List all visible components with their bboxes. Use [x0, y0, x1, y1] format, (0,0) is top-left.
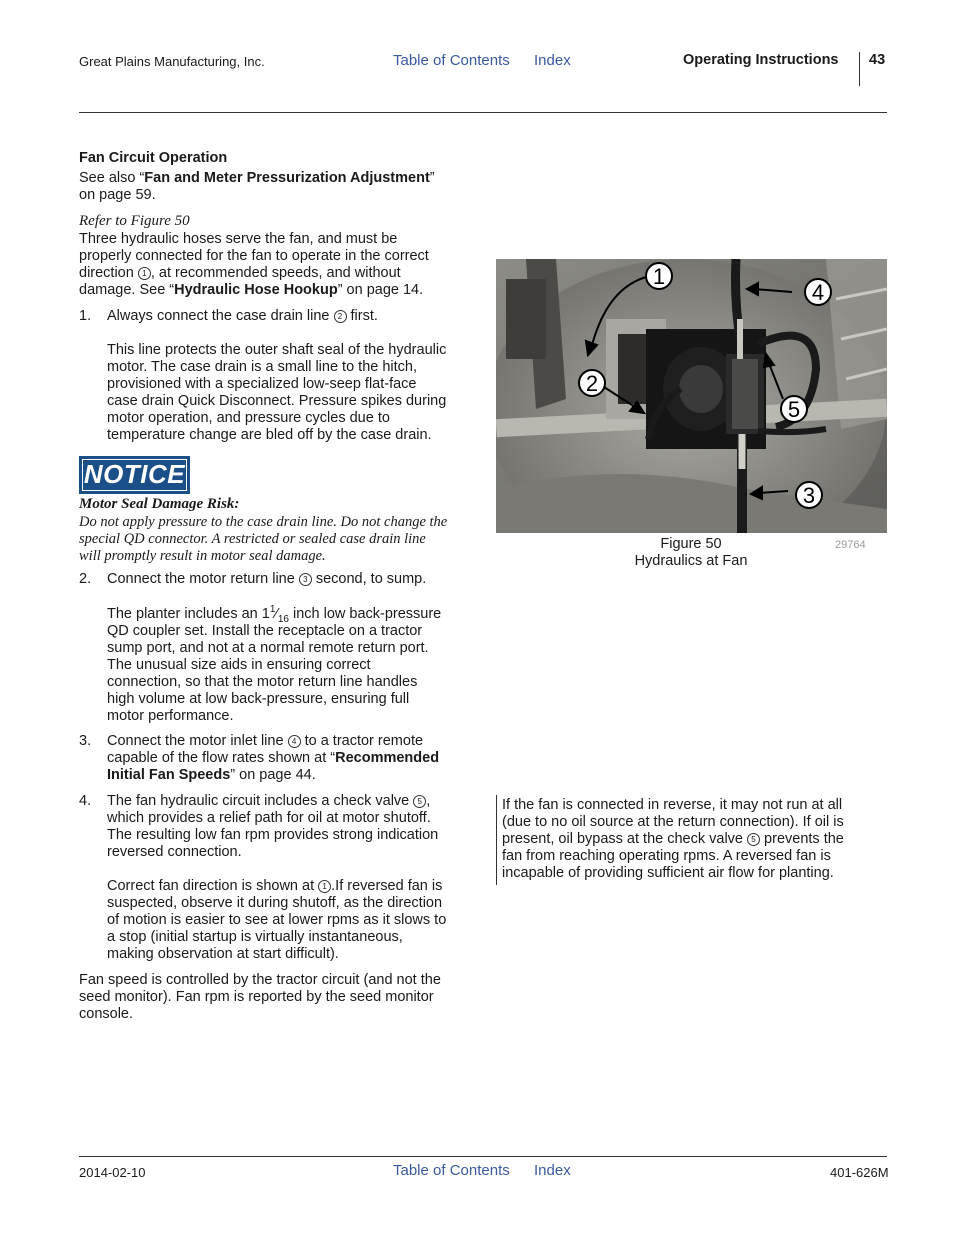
callout-ref-1b: 1 — [318, 880, 331, 893]
header-company: Great Plains Manufacturing, Inc. — [79, 54, 265, 69]
header-divider — [859, 52, 860, 86]
header-index-link[interactable]: Index — [534, 52, 571, 69]
notice-body: Do not apply pressure to the case drain line. Do not change the special QD connector. A restricted or sealed case drain line will promptly result in motor seal damage. — [79, 514, 448, 564]
hydraulics-illustration — [496, 259, 887, 533]
notice-label: NOTICE — [79, 456, 190, 494]
callout-3: 3 — [802, 483, 816, 508]
page-number: 43 — [869, 52, 886, 68]
callout-1: 1 — [652, 264, 666, 289]
footer-toc-link[interactable]: Table of Contents — [393, 1162, 510, 1179]
refer-to-figure: Refer to Figure 50 — [79, 213, 190, 229]
footer-doc-number: 401-626M — [830, 1165, 889, 1180]
callout-5: 5 — [787, 397, 801, 422]
step-3: 3. Connect the motor inlet line 4 to a tractor remote capable of the flow rates shown at “Recommended Initial Fan Speeds” on page 44. — [79, 733, 440, 783]
see-also-page: on page 59. — [79, 187, 156, 203]
header-toc-link[interactable]: Table of Contents — [393, 52, 510, 69]
image-id: 29764 — [835, 539, 866, 551]
callout-4: 4 — [811, 280, 825, 305]
reverse-note: If the fan is connected in reverse, it may not run at all (due to no oil source at the return connection). If oil is present, oil bypass at the check valve 5 prevents the fan from reaching operating rpms. A reversed fan is incapable of providing sufficient air flow for planting. — [502, 797, 844, 881]
step-1: 1. Always connect the case drain line 2 first. This line protects the outer shaft seal of the hydraulic motor. The case drain is a small line to the hitch, provisioned with a specialized low-seep flat-face case drain Quick Disconnect. Pressure spikes during motor operation, and pressure cycles due to temperature change are bled off by the case drain. — [79, 308, 447, 443]
intro-paragraph: Three hydraulic hoses serve the fan, and must be properly connected for the fan to operate in the correct direction 1 , at recommended speeds, and without damage. See “Hydraulic Hose Hookup” on page 14. — [79, 231, 429, 298]
footer-rule — [79, 1156, 887, 1157]
hydraulics-photo — [496, 259, 887, 533]
figure-number: Figure 50 — [660, 536, 722, 552]
change-bar — [496, 795, 497, 885]
closing-paragraph: Fan speed is controlled by the tractor circuit (and not the seed monitor). Fan rpm is reported by the seed monitor console. — [79, 972, 441, 1022]
footer-index-link[interactable]: Index — [534, 1162, 571, 1179]
header-section-title: Operating Instructions — [683, 52, 839, 68]
notice-title: Motor Seal Damage Risk: — [79, 496, 240, 512]
see-also-link-text: Fan and Meter Pressurization Adjustment — [144, 170, 430, 186]
step-4: 4. The fan hydraulic circuit includes a check valve 5 , which provides a relief path for oil at motor shutoff. The resulting low fan rpm provides strong indication reversed connection. Correct fan direction is shown at 1 .If reversed fan is suspected, observe it during shutoff, as the direction of motion is easier to see at lower rpms as it slows to a stop (initial startup is virtually instantaneous, making observation at start difficult). — [79, 793, 447, 962]
callout-ref-3: 3 — [299, 573, 312, 586]
callout-ref-5b: 5 — [747, 833, 760, 846]
left-column — [79, 150, 467, 204]
footer-date: 2014-02-10 — [79, 1165, 146, 1180]
callout-2: 2 — [585, 371, 599, 396]
step-2: 2. Connect the motor return line 3 second, to sump. The planter includes an $1^1⁄_{16}$ inch low back-pressure QD coupler set. Install the receptacle on a tractor sump port, and not at a normal remote return port. The unusual size aids in ensuring correct connection, so that the motor return line handles high volume at low back-pressure, ensuring full motor performance. — [79, 571, 442, 724]
callout-ref-1: 1 — [138, 267, 151, 280]
callout-ref-2: 2 — [334, 310, 347, 323]
callout-ref-5: 5 — [413, 795, 426, 808]
section-heading: Fan Circuit Operation — [79, 150, 228, 166]
see-also: See also “Fan and Meter Pressurization Adjustment” — [79, 170, 435, 186]
header-rule — [79, 112, 887, 113]
callout-ref-4: 4 — [288, 735, 301, 748]
figure-title: Hydraulics at Fan — [634, 553, 748, 569]
